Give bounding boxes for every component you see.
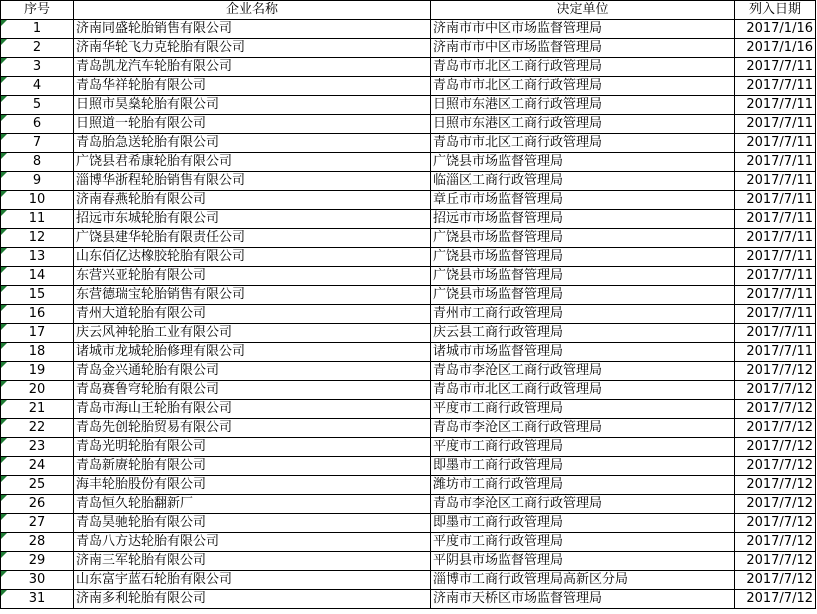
cell-decision-unit[interactable]: 章丘市市场监督管理局 (431, 191, 735, 210)
header-row (1, 1, 816, 20)
cell-listed-date[interactable]: 2017/7/12 (735, 495, 816, 514)
cell-decision-unit[interactable]: 平阴县市场监督管理局 (431, 552, 735, 571)
cell-company-name[interactable]: 诸城市龙城轮胎修理有限公司 (74, 343, 431, 362)
table-row (1, 286, 816, 305)
table-row (1, 172, 816, 191)
cell-listed-date[interactable]: 2017/7/12 (735, 400, 816, 419)
cell-company-name[interactable]: 青岛胎急送轮胎有限公司 (74, 134, 431, 153)
table-row (1, 96, 816, 115)
cell-listed-date[interactable]: 2017/7/11 (735, 115, 816, 134)
cell-listed-date[interactable]: 2017/7/11 (735, 96, 816, 115)
cell-listed-date[interactable]: 2017/7/12 (735, 476, 816, 495)
cell-decision-unit[interactable]: 平度市工商行政管理局 (431, 438, 735, 457)
header-no[interactable]: 序号 (1, 1, 74, 20)
cell-no[interactable]: 28 (1, 533, 74, 552)
cell-decision-unit[interactable]: 济南市市中区市场监督管理局 (431, 20, 735, 39)
cell-listed-date[interactable]: 2017/7/11 (735, 191, 816, 210)
cell-decision-unit[interactable]: 即墨市工商行政管理局 (431, 457, 735, 476)
cell-listed-date[interactable]: 2017/7/12 (735, 438, 816, 457)
cell-company-name[interactable]: 济南华轮飞力克轮胎有限公司 (74, 39, 431, 58)
cell-company-name[interactable]: 青州大道轮胎有限公司 (74, 305, 431, 324)
cell-decision-unit[interactable]: 广饶县市场监督管理局 (431, 267, 735, 286)
cell-no[interactable]: 17 (1, 324, 74, 343)
cell-company-name[interactable]: 山东佰亿达橡胶轮胎有限公司 (74, 248, 431, 267)
cell-listed-date[interactable]: 2017/7/11 (735, 210, 816, 229)
table-row (1, 533, 816, 552)
cell-company-name[interactable]: 青岛昊驰轮胎有限公司 (74, 514, 431, 533)
cell-no[interactable]: 26 (1, 495, 74, 514)
cell-no[interactable]: 25 (1, 476, 74, 495)
cell-decision-unit[interactable]: 青岛市李沧区工商行政管理局 (431, 495, 735, 514)
cell-decision-unit[interactable]: 广饶县市场监督管理局 (431, 248, 735, 267)
cell-company-name[interactable]: 济南同盛轮胎销售有限公司 (74, 20, 431, 39)
cell-no[interactable]: 6 (1, 115, 74, 134)
table-row (1, 248, 816, 267)
cell-listed-date[interactable]: 2017/7/12 (735, 362, 816, 381)
cell-company-name[interactable]: 山东富宇蓝石轮胎有限公司 (74, 571, 431, 590)
cell-no[interactable]: 4 (1, 77, 74, 96)
cell-listed-date[interactable]: 2017/7/12 (735, 552, 816, 571)
cell-no[interactable]: 29 (1, 552, 74, 571)
table-row (1, 552, 816, 571)
cell-company-name[interactable]: 青岛八方达轮胎有限公司 (74, 533, 431, 552)
cell-no[interactable]: 2 (1, 39, 74, 58)
cell-company-name[interactable]: 青岛恒久轮胎翻新厂 (74, 495, 431, 514)
cell-company-name[interactable]: 青岛金兴通轮胎有限公司 (74, 362, 431, 381)
table-row (1, 495, 816, 514)
cell-no[interactable]: 9 (1, 172, 74, 191)
cell-decision-unit[interactable]: 潍坊市工商行政管理局 (431, 476, 735, 495)
cell-no[interactable]: 5 (1, 96, 74, 115)
cell-no[interactable]: 27 (1, 514, 74, 533)
cell-decision-unit[interactable]: 青岛市李沧区工商行政管理局 (431, 362, 735, 381)
table-row (1, 191, 816, 210)
cell-listed-date[interactable]: 2017/7/12 (735, 457, 816, 476)
cell-decision-unit[interactable]: 广饶县市场监督管理局 (431, 229, 735, 248)
cell-no[interactable]: 1 (1, 20, 74, 39)
cell-listed-date[interactable]: 2017/1/16 (735, 20, 816, 39)
cell-company-name[interactable]: 青岛凯龙汽车轮胎有限公司 (74, 58, 431, 77)
table-row (1, 134, 816, 153)
cell-decision-unit[interactable]: 淄博市工商行政管理局高新区分局 (431, 571, 735, 590)
cell-no[interactable]: 18 (1, 343, 74, 362)
cell-company-name[interactable]: 青岛赛鲁穹轮胎有限公司 (74, 381, 431, 400)
cell-company-name[interactable]: 青岛华祥轮胎有限公司 (74, 77, 431, 96)
table-row (1, 590, 816, 609)
cell-company-name[interactable]: 济南三军轮胎有限公司 (74, 552, 431, 571)
cell-decision-unit[interactable]: 青岛市市北区工商行政管理局 (431, 58, 735, 77)
cell-company-name[interactable]: 日照道一轮胎有限公司 (74, 115, 431, 134)
cell-no[interactable]: 16 (1, 305, 74, 324)
cell-listed-date[interactable]: 2017/7/11 (735, 153, 816, 172)
cell-company-name[interactable]: 庆云风神轮胎工业有限公司 (74, 324, 431, 343)
table-row (1, 267, 816, 286)
table-row (1, 77, 816, 96)
cell-company-name[interactable]: 青岛市海山王轮胎有限公司 (74, 400, 431, 419)
cell-listed-date[interactable]: 2017/7/11 (735, 343, 816, 362)
table-row (1, 400, 816, 419)
cell-no[interactable]: 19 (1, 362, 74, 381)
table-row (1, 229, 816, 248)
cell-listed-date[interactable]: 2017/7/11 (735, 267, 816, 286)
cell-decision-unit[interactable]: 平度市工商行政管理局 (431, 533, 735, 552)
cell-listed-date[interactable]: 2017/7/12 (735, 419, 816, 438)
cell-company-name[interactable]: 招远市东城轮胎有限公司 (74, 210, 431, 229)
cell-company-name[interactable]: 日照市昊燊轮胎有限公司 (74, 96, 431, 115)
cell-no[interactable]: 22 (1, 419, 74, 438)
cell-no[interactable]: 20 (1, 381, 74, 400)
cell-no[interactable]: 12 (1, 229, 74, 248)
cell-no[interactable]: 21 (1, 400, 74, 419)
cell-listed-date[interactable]: 2017/7/11 (735, 324, 816, 343)
header-listed-date[interactable]: 列入日期 (735, 1, 816, 20)
cell-no[interactable]: 8 (1, 153, 74, 172)
cell-company-name[interactable]: 青岛先创轮胎贸易有限公司 (74, 419, 431, 438)
table-row (1, 571, 816, 590)
table-row (1, 381, 816, 400)
table-row (1, 210, 816, 229)
table-row (1, 324, 816, 343)
cell-company-name[interactable]: 海丰轮胎股份有限公司 (74, 476, 431, 495)
cell-company-name[interactable]: 广饶县建华轮胎有限责任公司 (74, 229, 431, 248)
cell-decision-unit[interactable]: 青州市工商行政管理局 (431, 305, 735, 324)
cell-no[interactable]: 15 (1, 286, 74, 305)
cell-company-name[interactable]: 淄博华浙程轮胎销售有限公司 (74, 172, 431, 191)
cell-listed-date[interactable]: 2017/7/12 (735, 571, 816, 590)
cell-decision-unit[interactable]: 济南市天桥区市场监督管理局 (431, 590, 735, 609)
table-row (1, 305, 816, 324)
cell-decision-unit[interactable]: 诸城市市场监督管理局 (431, 343, 735, 362)
table-row (1, 58, 816, 77)
cell-listed-date[interactable]: 2017/7/11 (735, 58, 816, 77)
cell-listed-date[interactable]: 2017/7/11 (735, 286, 816, 305)
cell-decision-unit[interactable]: 青岛市市北区工商行政管理局 (431, 134, 735, 153)
cell-company-name[interactable]: 广饶县君希康轮胎有限公司 (74, 153, 431, 172)
cell-listed-date[interactable]: 2017/7/11 (735, 248, 816, 267)
cell-listed-date[interactable]: 2017/7/12 (735, 590, 816, 609)
cell-no[interactable]: 11 (1, 210, 74, 229)
cell-decision-unit[interactable]: 济南市市中区市场监督管理局 (431, 39, 735, 58)
header-decision-unit[interactable]: 决定单位 (431, 1, 735, 20)
cell-decision-unit[interactable]: 即墨市工商行政管理局 (431, 514, 735, 533)
table-row (1, 343, 816, 362)
cell-listed-date[interactable]: 2017/7/11 (735, 172, 816, 191)
header-company-name[interactable]: 企业名称 (74, 1, 431, 20)
cell-no[interactable]: 24 (1, 457, 74, 476)
cell-no[interactable]: 7 (1, 134, 74, 153)
cell-company-name[interactable]: 济南多利轮胎有限公司 (74, 590, 431, 609)
cell-no[interactable]: 30 (1, 571, 74, 590)
cell-listed-date[interactable]: 2017/7/12 (735, 533, 816, 552)
cell-company-name[interactable]: 青岛光明轮胎有限公司 (74, 438, 431, 457)
cell-decision-unit[interactable]: 广饶县市场监督管理局 (431, 286, 735, 305)
cell-no[interactable]: 10 (1, 191, 74, 210)
table-row (1, 115, 816, 134)
cell-listed-date[interactable]: 2017/1/16 (735, 39, 816, 58)
cell-decision-unit[interactable]: 日照市东港区工商行政管理局 (431, 115, 735, 134)
cell-decision-unit[interactable]: 平度市工商行政管理局 (431, 400, 735, 419)
cell-decision-unit[interactable]: 广饶县市场监督管理局 (431, 153, 735, 172)
cell-no[interactable]: 23 (1, 438, 74, 457)
cell-company-name[interactable]: 东营德瑞宝轮胎销售有限公司 (74, 286, 431, 305)
cell-decision-unit[interactable]: 招远市市场监督管理局 (431, 210, 735, 229)
cell-company-name[interactable]: 东营兴亚轮胎有限公司 (74, 267, 431, 286)
cell-decision-unit[interactable]: 日照市东港区工商行政管理局 (431, 96, 735, 115)
cell-listed-date[interactable]: 2017/7/11 (735, 305, 816, 324)
table-row (1, 457, 816, 476)
table-row (1, 153, 816, 172)
cell-no[interactable]: 3 (1, 58, 74, 77)
table-row (1, 438, 816, 457)
cell-decision-unit[interactable]: 庆云县工商行政管理局 (431, 324, 735, 343)
cell-company-name[interactable]: 济南春燕轮胎有限公司 (74, 191, 431, 210)
table-row (1, 476, 816, 495)
cell-listed-date[interactable]: 2017/7/12 (735, 514, 816, 533)
table-row (1, 20, 816, 39)
cell-no[interactable]: 13 (1, 248, 74, 267)
cell-decision-unit[interactable]: 临淄区工商行政管理局 (431, 172, 735, 191)
table-row (1, 419, 816, 438)
cell-listed-date[interactable]: 2017/7/12 (735, 381, 816, 400)
cell-no[interactable]: 14 (1, 267, 74, 286)
cell-listed-date[interactable]: 2017/7/11 (735, 134, 816, 153)
cell-decision-unit[interactable]: 青岛市李沧区工商行政管理局 (431, 419, 735, 438)
table-row (1, 39, 816, 58)
cell-company-name[interactable]: 青岛新赓轮胎有限公司 (74, 457, 431, 476)
cell-listed-date[interactable]: 2017/7/11 (735, 77, 816, 96)
cell-decision-unit[interactable]: 青岛市市北区工商行政管理局 (431, 381, 735, 400)
cell-listed-date[interactable]: 2017/7/11 (735, 229, 816, 248)
table-row (1, 362, 816, 381)
table-row (1, 514, 816, 533)
cell-no[interactable]: 31 (1, 590, 74, 609)
cell-decision-unit[interactable]: 青岛市市北区工商行政管理局 (431, 77, 735, 96)
